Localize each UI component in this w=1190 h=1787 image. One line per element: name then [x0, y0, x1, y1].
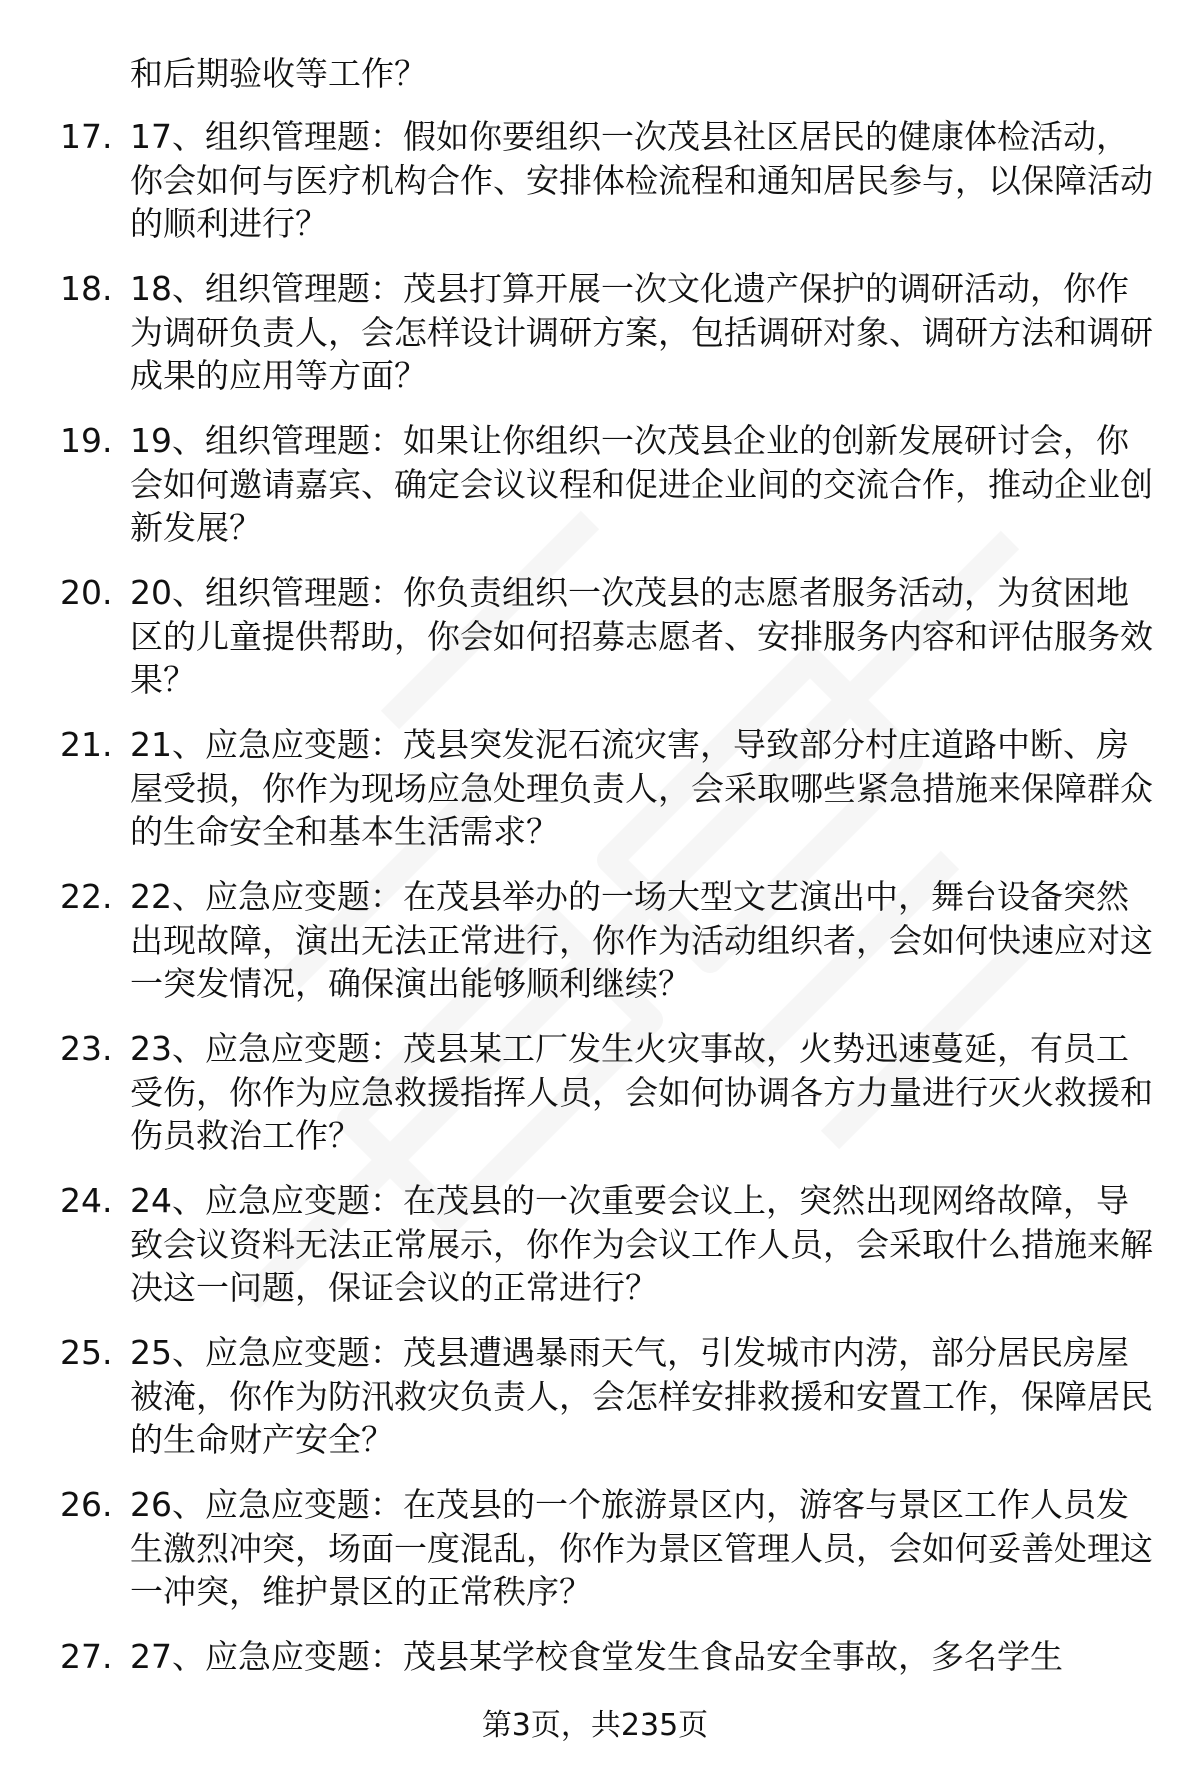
continuation-text: 和后期验收等工作？	[130, 54, 427, 93]
item-number: 24.	[60, 1181, 113, 1220]
page-footer: 第3页，共235页	[481, 1708, 709, 1743]
item-text: 23、应急应变题：茂县某工厂发生火灾事故，火势迅速蔓延，有员工受伤，你作为应急救援指挥人员，会如何协调各方力量进行灭火救援和伤员救治工作？	[130, 1029, 1153, 1155]
list-item	[0, 1179, 1190, 1331]
list-item	[0, 571, 1190, 723]
item-text: 27、应急应变题：茂县某学校食堂发生食品安全事故，多名学生	[130, 1637, 1063, 1676]
item-number: 23.	[60, 1029, 113, 1068]
item-text: 22、应急应变题：在茂县举办的一场大型文艺演出中，舞台设备突然出现故障，演出无法正常进行，你作为活动组织者，会如何快速应对这一突发情况，确保演出能够顺利继续？	[130, 877, 1153, 1003]
item-number: 17.	[60, 117, 113, 156]
list-item	[0, 1483, 1190, 1635]
item-number: 21.	[60, 725, 113, 764]
list-item	[0, 875, 1190, 1027]
item-number: 19.	[60, 421, 113, 460]
list-item	[0, 267, 1190, 419]
item-number: 18.	[60, 269, 113, 308]
list-item	[0, 115, 1190, 267]
item-number: 22.	[60, 877, 113, 916]
question-list	[0, 115, 1190, 1787]
list-item	[0, 1331, 1190, 1483]
item-number: 26.	[60, 1485, 113, 1524]
item-text: 24、应急应变题：在茂县的一次重要会议上，突然出现网络故障，导致会议资料无法正常展示，你作为会议工作人员，会采取什么措施来解决这一问题，保证会议的正常进行？	[130, 1181, 1153, 1307]
item-text: 26、应急应变题：在茂县的一个旅游景区内，游客与景区工作人员发生激烈冲突，场面一度混乱，你作为景区管理人员，会如何妥善处理这一冲突，维护景区的正常秩序？	[130, 1485, 1153, 1611]
item-text: 20、组织管理题：你负责组织一次茂县的志愿者服务活动，为贫困地区的儿童提供帮助，你会如何招募志愿者、安排服务内容和评估服务效果？	[130, 573, 1153, 699]
list-item	[0, 723, 1190, 875]
item-number: 27.	[60, 1637, 113, 1676]
item-text: 25、应急应变题：茂县遭遇暴雨天气，引发城市内涝，部分居民房屋被淹，你作为防汛救灾负责人，会怎样安排救援和安置工作，保障居民的生命财产安全？	[130, 1333, 1153, 1459]
list-item	[0, 1027, 1190, 1179]
item-text: 17、组织管理题：假如你要组织一次茂县社区居民的健康体检活动，你会如何与医疗机构合作、安排体检流程和通知居民参与，以保障活动的顺利进行？	[130, 117, 1153, 243]
item-text: 18、组织管理题：茂县打算开展一次文化遗产保护的调研活动，你作为调研负责人，会怎样设计调研方案，包括调研对象、调研方法和调研成果的应用等方面？	[130, 269, 1153, 395]
item-number: 20.	[60, 573, 113, 612]
item-number: 25.	[60, 1333, 113, 1372]
item-text: 21、应急应变题：茂县突发泥石流灾害，导致部分村庄道路中断、房屋受损，你作为现场应急处理负责人，会采取哪些紧急措施来保障群众的生命安全和基本生活需求？	[130, 725, 1153, 851]
item-text: 19、组织管理题：如果让你组织一次茂县企业的创新发展研讨会，你会如何邀请嘉宾、确定会议议程和促进企业间的交流合作，推动企业创新发展？	[130, 421, 1153, 547]
list-item	[0, 419, 1190, 571]
